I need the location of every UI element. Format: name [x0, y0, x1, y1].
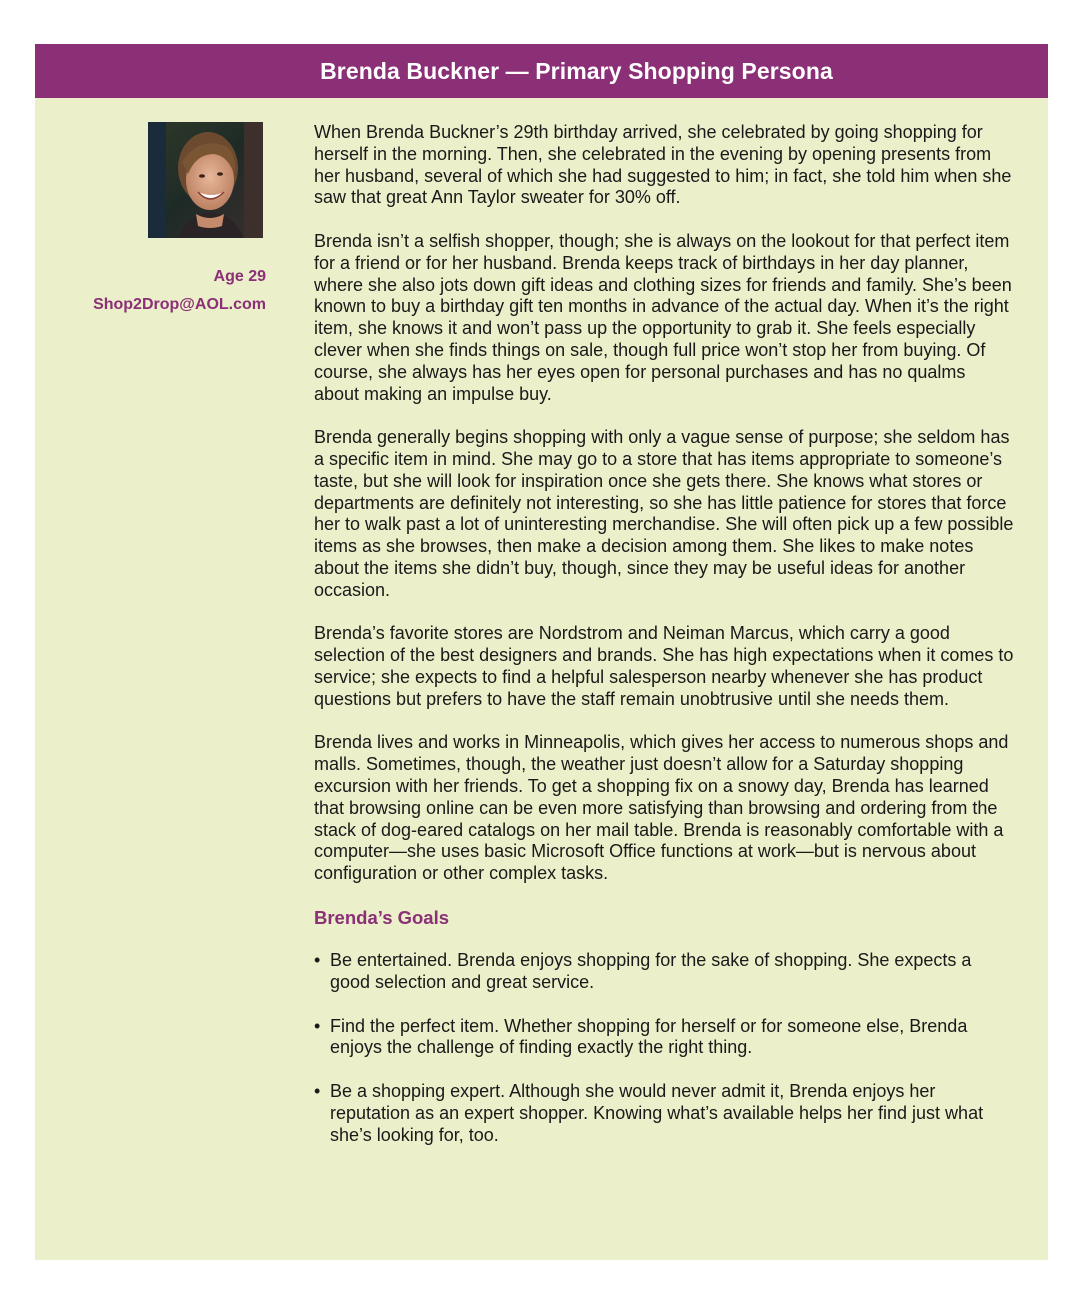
persona-card	[35, 44, 1048, 1260]
goal-item	[314, 1081, 1014, 1146]
paragraph-location: Brenda lives and works in Minneapolis, which gives her access to numerous shops and malls. Sometimes, though, the weather just doesn’t allow for a Saturday shopping excursion with her friends. To get a shopping fix on a snowy day, Brenda has learned that browsing online can be even more satisfying than browsing and ordering from the stack of dog-eared catalogs on her mail table. Brenda is reasonably comfortable with a computer—she uses basic Microsoft Office functions at work—but is nervous about configuration or other complex tasks.	[314, 732, 1009, 884]
paragraph-gift-shopper: Brenda isn’t a selfish shopper, though; she is always on the lookout for that perfect item for a friend or for her husband. Brenda keeps track of birthdays in her day planner, where she also jots down gift ideas and clothing sizes for friends and family. She’s been known to buy a birthday gift ten months in advance of the actual day. When it’s the right item, she knows it and won’t pass up the opportunity to grab it. She feels especially clever when she finds things on sale, though full price won’t stop her from buying. Of course, she always has her eyes open for personal purchases and has no qualms about making an impulse buy.	[314, 230, 1012, 404]
bullet-icon: •	[314, 950, 321, 971]
persona-description	[314, 122, 1014, 1168]
persona-meta	[93, 263, 266, 319]
paragraph-birthday: When Brenda Buckner’s 29th birthday arrived, she celebrated by going shopping for herself in the morning. Then, she celebrated in the evening by opening presents from her husband, several of which she had suggested to him; in fact, she told him when she saw that great Ann Taylor sweater for 30% off.	[314, 122, 1012, 208]
paragraph-favorite-stores: Brenda’s favorite stores are Nordstrom and Neiman Marcus, which carry a good selection of the best designers and brands. She has high expectations when it comes to service; she expects to find a helpful salesperson nearby whenever she has product questions but prefers to have the staff remain unobtrusive until she needs them.	[314, 623, 1014, 709]
goal-text: Be a shopping expert. Although she would never admit it, Brenda enjoys her reputation as an expert shopper. Knowing what’s available helps her find just what she’s looking for, too.	[330, 1081, 984, 1145]
goal-item	[314, 950, 1014, 994]
persona-photo	[148, 122, 263, 238]
bullet-icon: •	[314, 1081, 321, 1102]
page-title: Brenda Buckner — Primary Shopping Persona	[320, 57, 833, 84]
header-bar	[35, 44, 1048, 98]
paragraph-shopping-style: Brenda generally begins shopping with only a vague sense of purpose; she seldom has a specific item in mind. She may go to a store that has items appropriate to someone’s taste, but she will look for inspiration once she gets there. She knows what stores or departments are definitely not interesting, so she has little patience for stores that force her to walk past a lot of uninteresting merchandise. She will often pick up a few possible items as she browses, then make a decision among them. She likes to make notes about the items she didn’t buy, though, since they may be useful ideas for another occasion.	[314, 427, 1014, 600]
persona-age: Age 29	[213, 268, 266, 285]
goal-text: Be entertained. Brenda enjoys shopping for the sake of shopping. She expects a good selection and great service.	[330, 950, 972, 993]
goal-item	[314, 1016, 1014, 1060]
goal-text: Find the perfect item. Whether shopping for herself or for someone else, Brenda enjoys the challenge of finding exactly the right thing.	[330, 1015, 968, 1058]
persona-email: Shop2Drop@AOL.com	[93, 296, 266, 313]
bullet-icon: •	[314, 1015, 321, 1036]
goals-heading: Brenda’s Goals	[314, 906, 450, 928]
